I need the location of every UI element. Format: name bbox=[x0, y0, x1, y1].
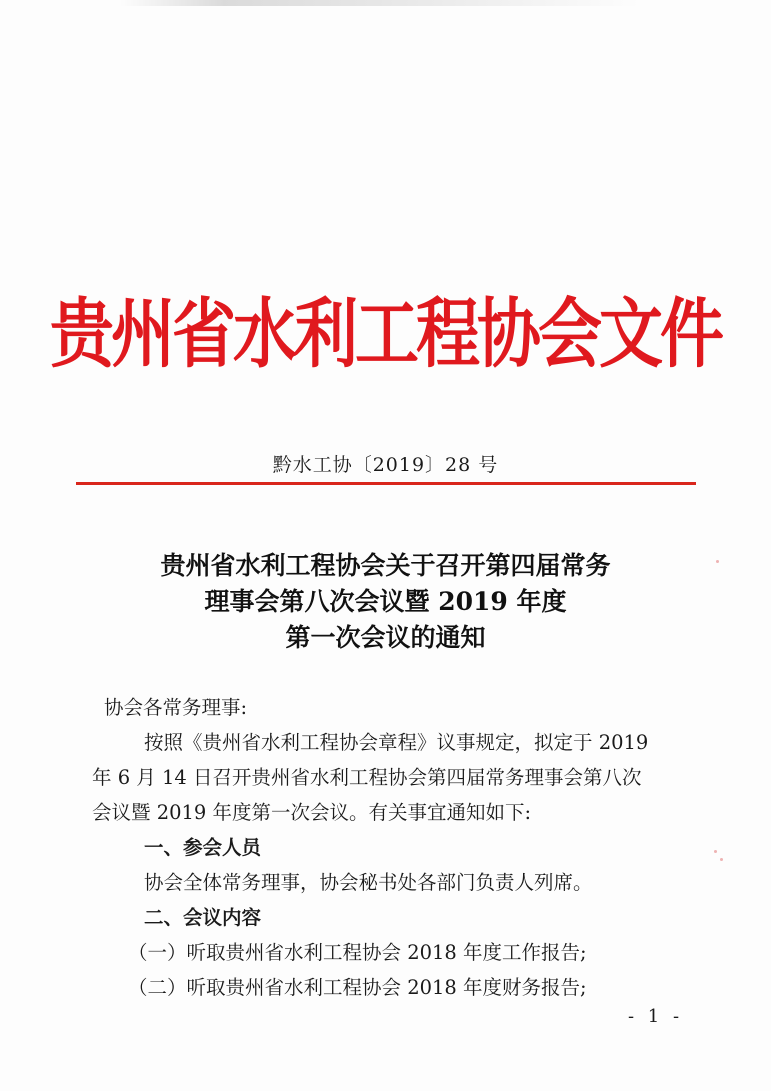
salutation: 协会各常务理事: bbox=[104, 696, 248, 719]
section-text-attendees: 协会全体常务理事，协会秘书处各部门负责人列席。 bbox=[144, 871, 593, 894]
notice-title-line: 理事会第八次会议暨 2019 年度 bbox=[204, 587, 567, 616]
scan-artifact bbox=[120, 0, 640, 6]
document-number: 黔水工协〔2019〕28 号 bbox=[272, 454, 499, 476]
document-header-title: 贵州省水利工程协会文件 bbox=[50, 291, 721, 379]
notice-title-line: 贵州省水利工程协会关于召开第四届常务 bbox=[160, 551, 611, 580]
scan-speck bbox=[720, 858, 723, 861]
notice-title-line: 第一次会议的通知 bbox=[285, 623, 486, 652]
section-heading-attendees: 一、参会人员 bbox=[144, 836, 262, 859]
paragraph-line: 按照《贵州省水利工程协会章程》议事规定，拟定于 2019 bbox=[144, 731, 649, 754]
section-heading-agenda: 二、会议内容 bbox=[144, 906, 262, 929]
scan-speck bbox=[714, 850, 717, 853]
page-number: - 1 - bbox=[628, 1006, 684, 1027]
agenda-item: （二）听取贵州省水利工程协会 2018 年度财务报告; bbox=[128, 976, 587, 999]
document-body bbox=[92, 690, 704, 1005]
notice-title bbox=[0, 548, 771, 656]
paragraph-line: 年 6 月 14 日召开贵州省水利工程协会第四届常务理事会第八次 bbox=[92, 766, 642, 789]
header-divider bbox=[76, 482, 696, 485]
scan-speck bbox=[716, 560, 719, 563]
paragraph-line: 会议暨 2019 年度第一次会议。有关事宜通知如下: bbox=[92, 801, 532, 824]
agenda-item: （一）听取贵州省水利工程协会 2018 年度工作报告; bbox=[128, 941, 587, 964]
